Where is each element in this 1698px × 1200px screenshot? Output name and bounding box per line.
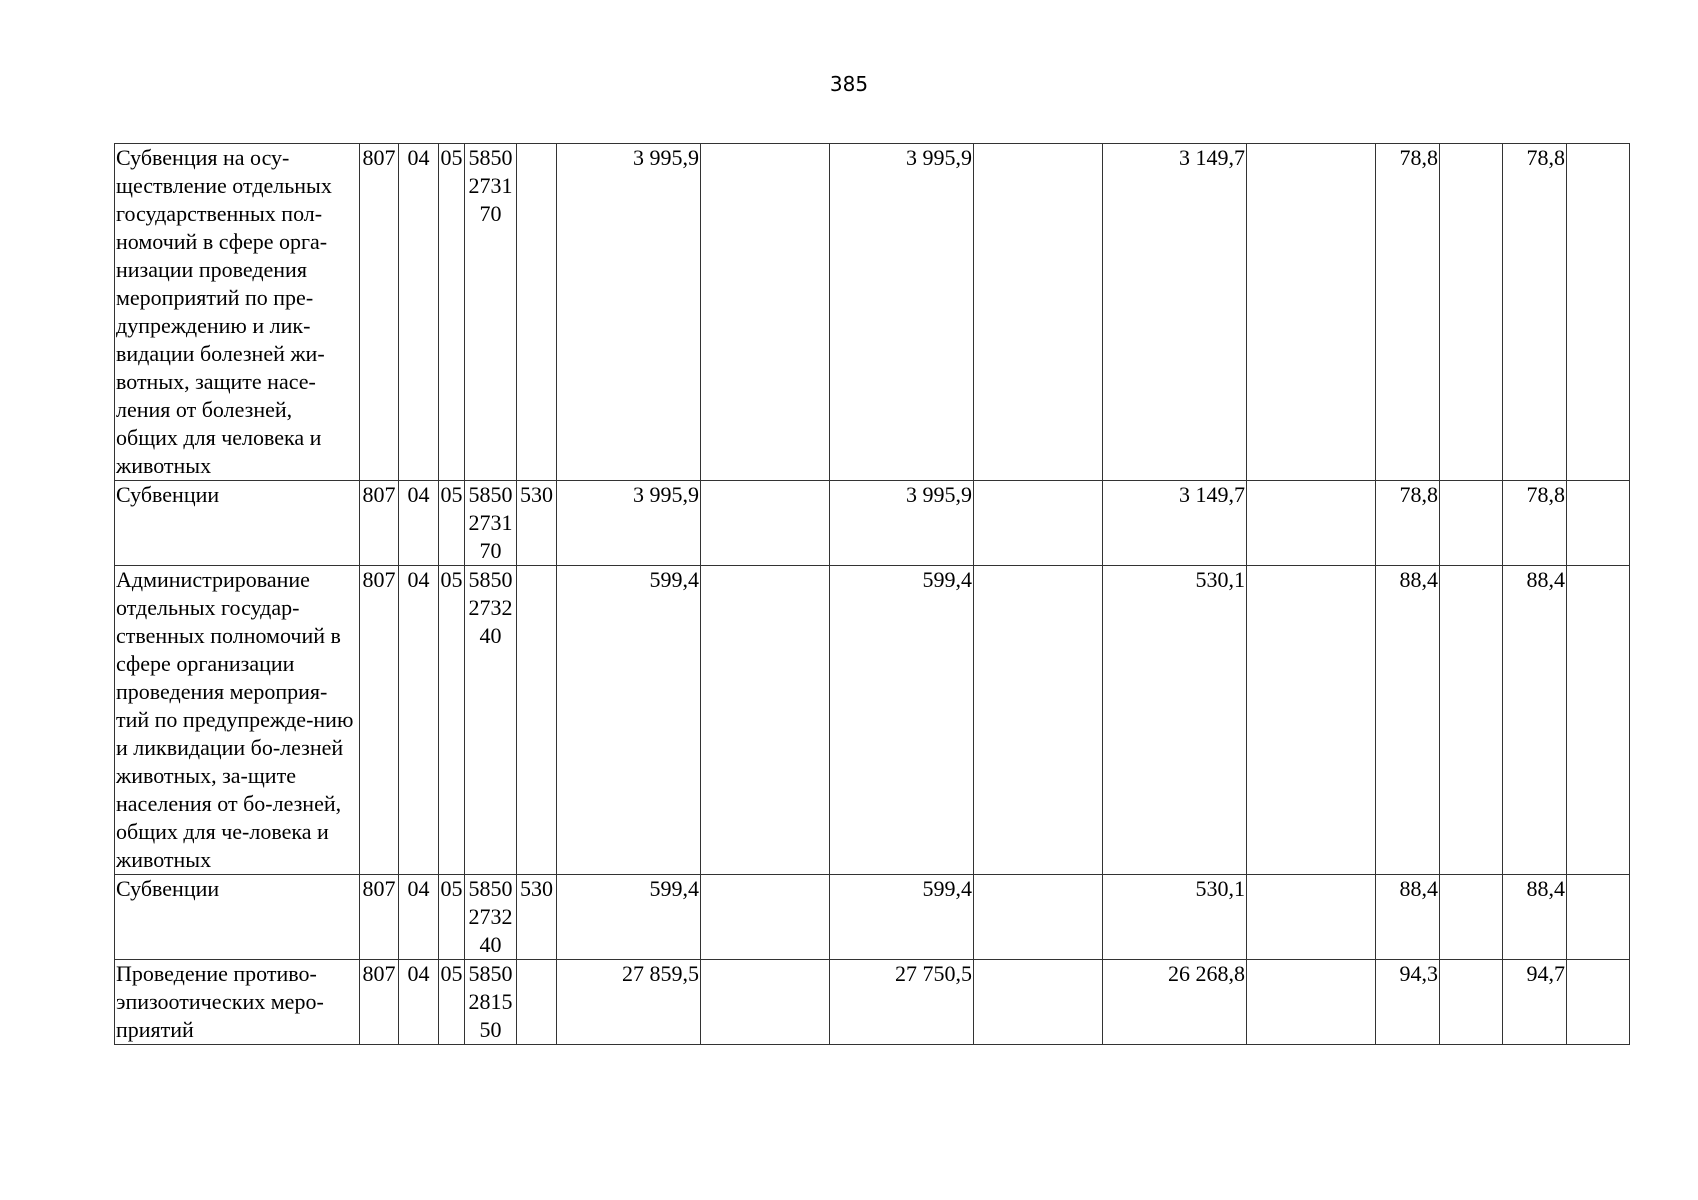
budget-table (114, 143, 1630, 1045)
blank-cell (701, 566, 830, 875)
blank-cell (1440, 875, 1503, 960)
table-row (115, 144, 1630, 481)
percent-2: 88,4 (1503, 566, 1567, 875)
blank-cell (701, 144, 830, 481)
target-code-part: 70 (479, 538, 502, 563)
table-row (115, 566, 1630, 875)
expense-type-code: 530 (517, 481, 557, 566)
subsection-code: 05 (439, 144, 465, 481)
target-code-part: 2732 (468, 595, 513, 620)
percent-1: 94,3 (1376, 960, 1440, 1045)
value-1: 27 859,5 (557, 960, 701, 1045)
value-3: 3 149,7 (1103, 144, 1247, 481)
section-code: 04 (399, 144, 439, 481)
blank-cell (1567, 566, 1630, 875)
target-code-part: 2731 (468, 173, 513, 198)
value-3: 3 149,7 (1103, 481, 1247, 566)
blank-cell (1247, 566, 1376, 875)
row-name: Субвенции (115, 481, 360, 566)
blank-cell (974, 960, 1103, 1045)
percent-2: 94,7 (1503, 960, 1567, 1045)
expense-type-code: 530 (517, 875, 557, 960)
table-row (115, 875, 1630, 960)
expense-type-code (517, 144, 557, 481)
section-code: 04 (399, 481, 439, 566)
target-code-part: 5850 (468, 961, 513, 986)
blank-cell (1247, 144, 1376, 481)
value-1: 3 995,9 (557, 144, 701, 481)
row-name: Администрирование отдельных государ-ственных полномочий в сфере организации проведения мероприя-тий по предупрежде-нию и ликвидации бо-лезней животных, за-щите населения от бо-лезней, общих для че-ловека и животных (115, 566, 360, 875)
percent-1: 78,8 (1376, 481, 1440, 566)
value-1: 3 995,9 (557, 481, 701, 566)
value-3: 530,1 (1103, 875, 1247, 960)
table-body (115, 144, 1630, 1045)
ministry-code: 807 (360, 960, 399, 1045)
blank-cell (974, 875, 1103, 960)
section-code: 04 (399, 960, 439, 1045)
blank-cell (701, 875, 830, 960)
value-3: 26 268,8 (1103, 960, 1247, 1045)
ministry-code: 807 (360, 144, 399, 481)
target-code-part: 2732 (468, 904, 513, 929)
target-code (465, 875, 517, 960)
percent-2: 78,8 (1503, 481, 1567, 566)
value-2: 27 750,5 (830, 960, 974, 1045)
percent-1: 88,4 (1376, 566, 1440, 875)
row-name: Субвенции (115, 875, 360, 960)
ministry-code: 807 (360, 566, 399, 875)
value-2: 3 995,9 (830, 144, 974, 481)
target-code (465, 566, 517, 875)
blank-cell (974, 144, 1103, 481)
percent-2: 88,4 (1503, 875, 1567, 960)
subsection-code: 05 (439, 960, 465, 1045)
section-code: 04 (399, 566, 439, 875)
blank-cell (1567, 875, 1630, 960)
value-2: 3 995,9 (830, 481, 974, 566)
table-row (115, 960, 1630, 1045)
target-code (465, 960, 517, 1045)
blank-cell (1567, 144, 1630, 481)
target-code (465, 144, 517, 481)
target-code-part: 2731 (468, 510, 513, 535)
target-code-part: 5850 (468, 145, 513, 170)
blank-cell (701, 481, 830, 566)
target-code-part: 5850 (468, 482, 513, 507)
percent-1: 78,8 (1376, 144, 1440, 481)
target-code-part: 70 (479, 201, 502, 226)
blank-cell (974, 566, 1103, 875)
percent-2: 78,8 (1503, 144, 1567, 481)
expense-type-code (517, 566, 557, 875)
ministry-code: 807 (360, 875, 399, 960)
blank-cell (1567, 960, 1630, 1045)
subsection-code: 05 (439, 566, 465, 875)
target-code-part: 2815 (468, 989, 513, 1014)
percent-1: 88,4 (1376, 875, 1440, 960)
target-code-part: 50 (479, 1017, 502, 1042)
blank-cell (1440, 960, 1503, 1045)
blank-cell (1247, 960, 1376, 1045)
blank-cell (1247, 481, 1376, 566)
section-code: 04 (399, 875, 439, 960)
row-name: Субвенция на осу-ществление отдельных государственных пол-номочий в сфере орга-низации проведения мероприятий по пре-дупреждению и лик-видации болезней жи-вотных, защите насе-ления от болезней, общих для человека и животных (115, 144, 360, 481)
value-3: 530,1 (1103, 566, 1247, 875)
value-1: 599,4 (557, 566, 701, 875)
value-1: 599,4 (557, 875, 701, 960)
blank-cell (701, 960, 830, 1045)
blank-cell (1247, 875, 1376, 960)
value-2: 599,4 (830, 875, 974, 960)
page-number: 385 (829, 72, 869, 96)
blank-cell (1567, 481, 1630, 566)
blank-cell (1440, 566, 1503, 875)
target-code (465, 481, 517, 566)
target-code-part: 40 (479, 623, 502, 648)
target-code-part: 5850 (468, 567, 513, 592)
expense-type-code (517, 960, 557, 1045)
ministry-code: 807 (360, 481, 399, 566)
blank-cell (974, 481, 1103, 566)
subsection-code: 05 (439, 481, 465, 566)
row-name: Проведение противо-эпизоотических меро-приятий (115, 960, 360, 1045)
target-code-part: 40 (479, 932, 502, 957)
target-code-part: 5850 (468, 876, 513, 901)
table-row (115, 481, 1630, 566)
blank-cell (1440, 144, 1503, 481)
blank-cell (1440, 481, 1503, 566)
value-2: 599,4 (830, 566, 974, 875)
subsection-code: 05 (439, 875, 465, 960)
